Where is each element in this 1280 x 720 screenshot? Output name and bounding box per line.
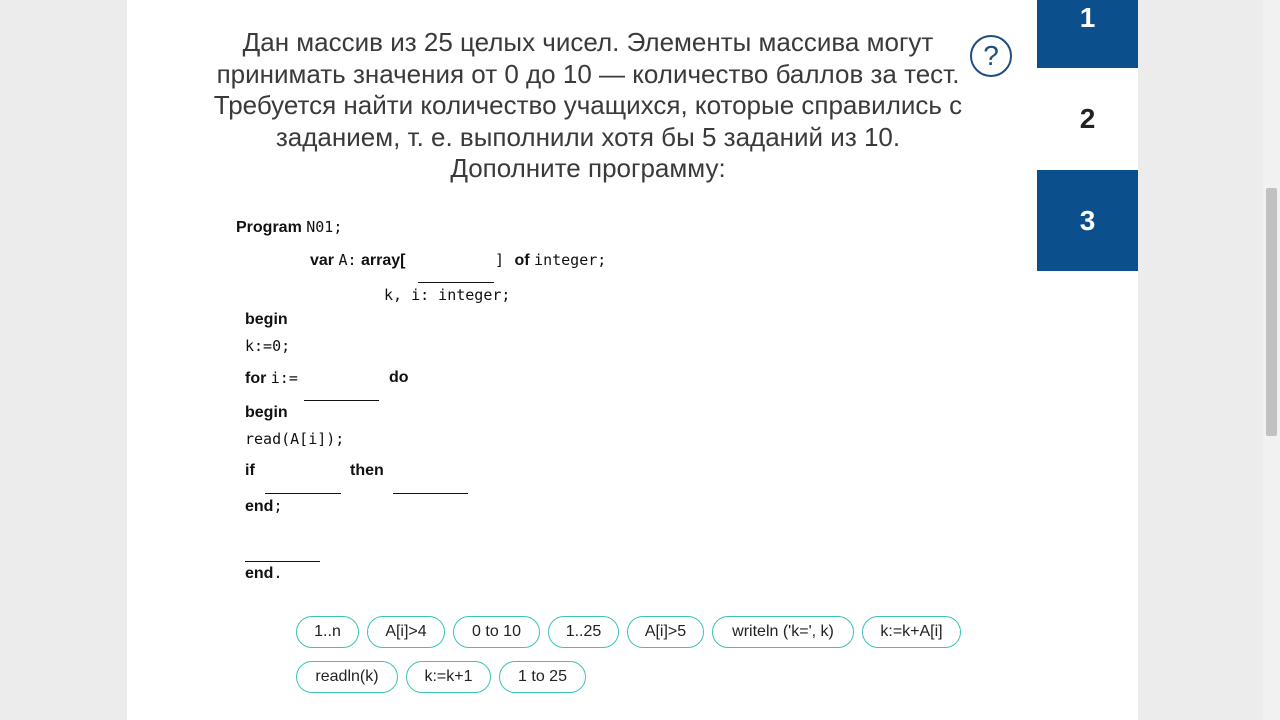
code-text: . bbox=[273, 564, 283, 582]
code-text: integer; bbox=[534, 251, 607, 269]
blank-output[interactable] bbox=[245, 561, 320, 562]
keyword: for bbox=[245, 370, 267, 387]
code-line-k-init bbox=[245, 337, 290, 356]
blank-array-range[interactable] bbox=[418, 282, 494, 283]
option-chip[interactable]: 1 to 25 bbox=[499, 661, 586, 693]
question-line: Дополните программу: bbox=[450, 153, 726, 184]
question-nav-3[interactable]: 3 bbox=[1037, 170, 1138, 271]
blank-for-range[interactable] bbox=[304, 400, 379, 401]
code-text: k, i: integer; bbox=[384, 286, 511, 304]
keyword: array[ bbox=[361, 252, 406, 269]
code-text: A: bbox=[338, 251, 357, 269]
question-nav-1[interactable]: 1 bbox=[1037, 0, 1138, 68]
help-icon[interactable]: ? bbox=[970, 35, 1012, 77]
question-text bbox=[177, 27, 999, 185]
code-line-program bbox=[236, 218, 342, 237]
code-line-begin2 bbox=[245, 404, 288, 422]
scrollbar-thumb[interactable] bbox=[1266, 188, 1277, 436]
code-line-end-dot bbox=[245, 564, 282, 583]
option-chip[interactable]: A[i]>4 bbox=[367, 616, 445, 648]
keyword: do bbox=[389, 369, 409, 386]
question-line: Дан массив из 25 целых чисел. Элементы массива могут bbox=[242, 27, 934, 57]
keyword: of bbox=[514, 252, 530, 269]
keyword: begin bbox=[245, 404, 288, 421]
option-chip[interactable]: 1..n bbox=[296, 616, 359, 648]
code-line-var bbox=[310, 251, 405, 270]
code-line-then bbox=[350, 462, 384, 480]
option-chip[interactable]: readln(k) bbox=[296, 661, 398, 693]
code-text: k:=0; bbox=[245, 337, 291, 355]
question-line: заданием, т. е. выполнили хотя бы 5 заданий из 10. bbox=[275, 121, 901, 152]
blank-then-action[interactable] bbox=[393, 493, 468, 494]
keyword: if bbox=[245, 462, 255, 479]
question-line: Требуется найти количество учащихся, которые справились с bbox=[213, 90, 963, 121]
question-line: принимать значения от 0 до 10 — количество баллов за тест. bbox=[216, 58, 960, 89]
code-line-read bbox=[245, 430, 344, 449]
keyword: end bbox=[245, 565, 274, 582]
code-line-vars bbox=[384, 286, 510, 305]
code-text: i:= bbox=[270, 369, 298, 387]
keyword: Program bbox=[236, 219, 302, 236]
blank-if-condition[interactable] bbox=[265, 493, 341, 494]
code-line-begin bbox=[245, 311, 288, 329]
question-nav-2[interactable]: 2 bbox=[1037, 68, 1138, 169]
keyword: begin bbox=[245, 311, 288, 328]
keyword: then bbox=[350, 462, 384, 479]
code-text: ; bbox=[273, 497, 283, 515]
code-line-end-semicolon bbox=[245, 497, 282, 516]
code-line-for bbox=[245, 369, 298, 388]
code-line-do bbox=[389, 369, 409, 387]
code-line-var-tail bbox=[495, 251, 606, 270]
option-chip[interactable]: A[i]>5 bbox=[627, 616, 704, 648]
keyword: var bbox=[310, 252, 335, 269]
option-chip[interactable]: k:=k+1 bbox=[406, 661, 491, 693]
keyword: end bbox=[245, 498, 274, 515]
code-line-if bbox=[245, 462, 255, 480]
code-text: read(A[i]); bbox=[245, 430, 345, 448]
option-chip[interactable]: writeln ('k=', k) bbox=[712, 616, 854, 648]
code-text: N01; bbox=[306, 218, 343, 236]
option-chip[interactable]: 0 to 10 bbox=[453, 616, 540, 648]
option-chip[interactable]: k:=k+A[i] bbox=[862, 616, 961, 648]
code-text: ] bbox=[495, 251, 505, 269]
option-chip[interactable]: 1..25 bbox=[548, 616, 619, 648]
